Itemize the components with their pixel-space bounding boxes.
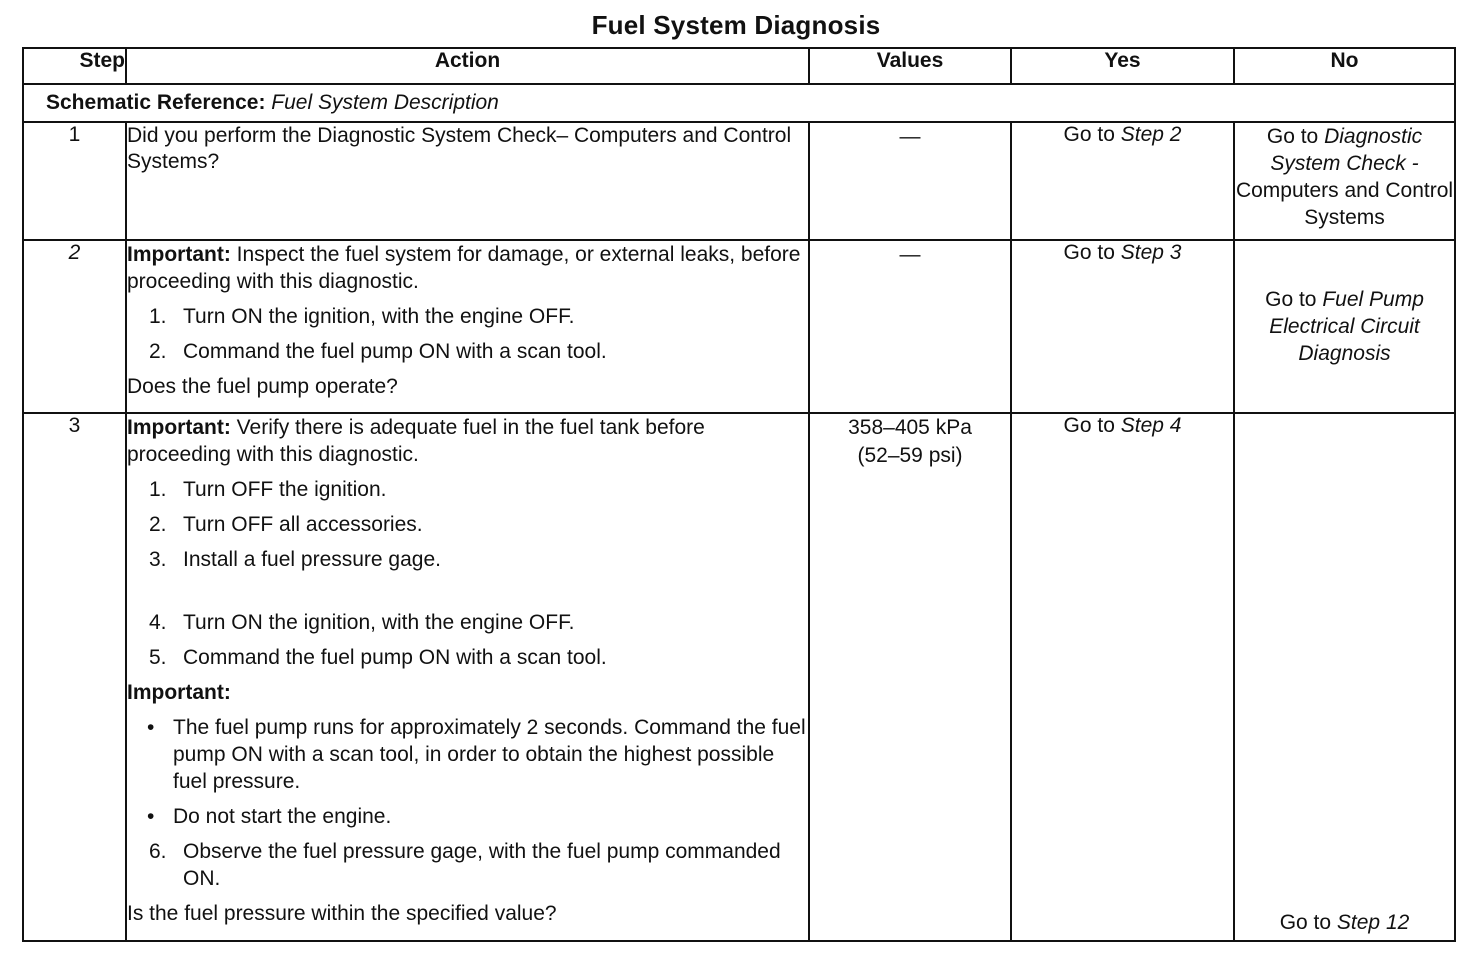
values-cell — [809, 240, 1011, 413]
yes-cell — [1011, 413, 1234, 941]
important-label: Important: — [127, 416, 231, 439]
list-text: Turn OFF the ignition. — [183, 478, 387, 501]
important-text: Verify there is adequate fuel in the fuel tank before proceeding with this diagnostic. — [127, 416, 705, 466]
list-text: Observe the fuel pressure gage, with the fuel pump commanded ON. — [183, 840, 781, 890]
pressure-kpa: 358–405 kPa — [848, 416, 972, 439]
header-action: Action — [126, 48, 809, 84]
no-link[interactable]: Step 12 — [1336, 911, 1410, 934]
list-text: Command the fuel pump ON with a scan tool. — [183, 646, 607, 669]
step-number: 2 — [23, 240, 126, 413]
yes-link[interactable]: Step 3 — [1120, 241, 1182, 264]
yes-link[interactable]: Step 4 — [1120, 414, 1182, 437]
list-text: Turn OFF all accessories. — [183, 513, 423, 536]
list-text: Turn ON the ignition, with the engine OFF. — [183, 611, 575, 634]
list-item — [127, 303, 808, 330]
yes-cell — [1011, 122, 1234, 240]
list-item — [127, 838, 808, 892]
no-link-continuation[interactable]: Computers and Control Systems — [1235, 179, 1454, 229]
important-note — [127, 414, 808, 468]
action-text: Did you perform the Diagnostic System Check– Computers and Control Systems? — [127, 124, 792, 173]
go-to-label: Go to — [1063, 123, 1115, 146]
action-cell — [126, 240, 809, 413]
list-item — [127, 644, 808, 671]
go-to-label: Go to — [1063, 414, 1115, 437]
important-label: Important: — [127, 681, 231, 704]
list-number: 1. — [149, 478, 167, 501]
bullet-text: The fuel pump runs for approximately 2 seconds. Command the fuel pump ON with a scan tool, in order to obtain the highest possible fuel pressure. — [173, 716, 806, 793]
list-text: Install a fuel pressure gage. — [183, 548, 441, 571]
pressure-psi: (52–59 psi) — [857, 444, 963, 467]
list-item — [127, 609, 808, 636]
no-value-dash: — — [899, 243, 921, 266]
page-title: Fuel System Diagnosis — [591, 10, 881, 40]
question: Is the fuel pressure within the specified value? — [127, 902, 557, 925]
list-number: 1. — [149, 305, 167, 328]
bullet-dot: • — [147, 805, 155, 828]
yes-cell — [1011, 240, 1234, 413]
no-cell — [1234, 413, 1455, 941]
go-to-label: Go to — [1266, 125, 1319, 148]
reference-label: Schematic Reference: — [46, 91, 266, 114]
list-number: 2. — [149, 513, 167, 536]
bullet-item — [127, 803, 808, 830]
bullet-dot: • — [147, 716, 155, 739]
list-text: Turn ON the ignition, with the engine OFF. — [183, 305, 575, 328]
important-note — [127, 241, 808, 295]
schematic-reference — [23, 84, 1455, 122]
values-cell — [809, 413, 1011, 941]
values-cell — [809, 122, 1011, 240]
list-number: 3. — [149, 548, 167, 571]
action-cell — [126, 122, 809, 240]
no-link[interactable]: Diagnostic System Check - — [1270, 125, 1423, 175]
bullet-item — [127, 714, 808, 795]
table-row — [23, 122, 1455, 240]
question: Does the fuel pump operate? — [127, 375, 398, 398]
step-number: 1 — [23, 122, 126, 240]
no-cell — [1234, 122, 1455, 240]
list-item — [127, 338, 808, 365]
schematic-reference-row — [23, 84, 1455, 122]
important-text: Inspect the fuel system for damage, or external leaks, before proceeding with this diagnostic. — [127, 243, 801, 293]
table-row — [23, 240, 1455, 413]
go-to-label: Go to — [1063, 241, 1115, 264]
no-cell — [1234, 240, 1455, 413]
list-item — [127, 511, 808, 538]
diagnosis-table — [22, 47, 1456, 942]
no-value-dash: — — [899, 125, 921, 148]
action-cell — [126, 413, 809, 941]
important-label: Important: — [127, 243, 231, 266]
bullet-text: Do not start the engine. — [173, 805, 392, 828]
header-yes: Yes — [1011, 48, 1234, 84]
go-to-label: Go to — [1279, 911, 1332, 934]
step-number: 3 — [23, 413, 126, 941]
header-values: Values — [809, 48, 1011, 84]
list-number: 5. — [149, 646, 167, 669]
table-row — [23, 413, 1455, 941]
no-link[interactable]: Fuel Pump Electrical Circuit Diagnosis — [1269, 288, 1424, 365]
list-item — [127, 476, 808, 503]
go-to-label: Go to — [1265, 288, 1317, 311]
list-number: 6. — [149, 840, 167, 863]
yes-link[interactable]: Step 2 — [1120, 123, 1182, 146]
header-row — [23, 48, 1455, 84]
list-text: Command the fuel pump ON with a scan tool. — [183, 340, 607, 363]
list-number: 2. — [149, 340, 167, 363]
header-no: No — [1234, 48, 1455, 84]
list-item — [127, 546, 808, 573]
list-number: 4. — [149, 611, 167, 634]
header-step: Step — [23, 48, 126, 84]
reference-value[interactable]: Fuel System Description — [271, 91, 499, 114]
